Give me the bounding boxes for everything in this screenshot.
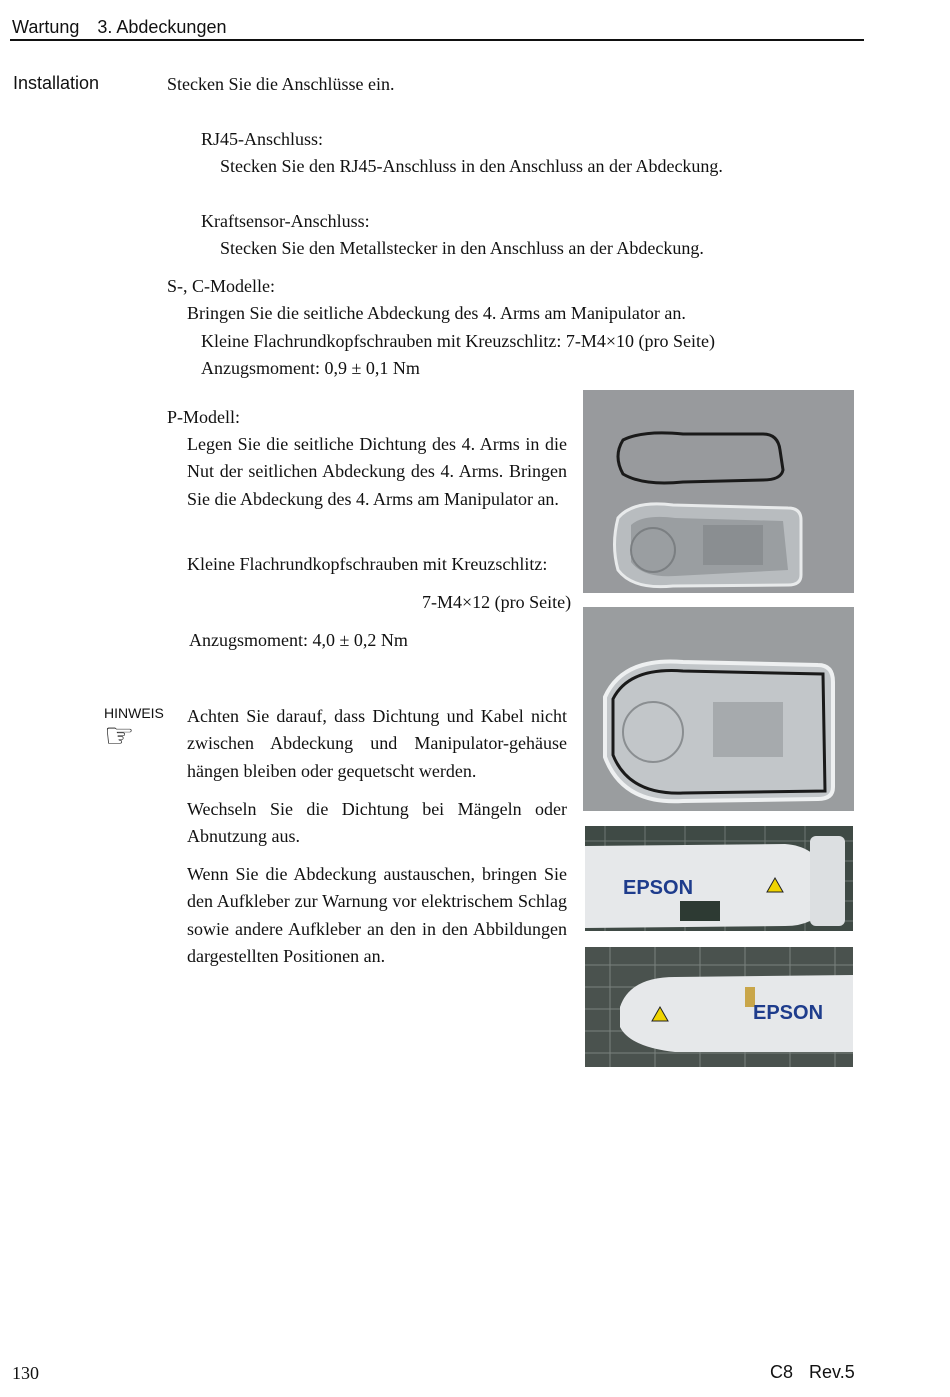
note-p1-text: Achten Sie darauf, dass Dichtung und Kabel nicht zwischen Abdeckung und Manipulator-gehäuse hängen bleiben oder gequetscht werden.: [187, 706, 567, 781]
page-number: 130: [12, 1363, 39, 1383]
photo-brand-label-1: EPSON: [623, 877, 694, 899]
section-label: Installation: [13, 73, 100, 93]
note-paragraph-3: [187, 861, 567, 970]
p-model-step: [187, 431, 567, 513]
note-paragraph-2: [187, 796, 567, 851]
note-paragraph-1: [187, 703, 567, 785]
footer-model: [770, 1362, 855, 1383]
p-model-title: P-Modell:: [167, 407, 241, 427]
header-chapter: Wartung: [12, 17, 80, 37]
sc-models-torque: Anzugsmoment: 0,9 ± 0,1 Nm: [201, 358, 420, 378]
rj45-title: RJ45-Anschluss:: [201, 129, 324, 149]
note-p2-text: Wechseln Sie die Dichtung bei Mängeln oder Abnutzung aus.: [187, 799, 567, 847]
sc-models-screws: Kleine Flachrundkopfschrauben mit Kreuzschlitz: 7-M4×10 (pro Seite): [201, 331, 716, 351]
photo-brand-label-2: EPSON: [753, 1002, 824, 1024]
note-label: HINWEIS: [104, 705, 164, 721]
p-model-screws-value: 7-M4×12 (pro Seite): [422, 592, 572, 612]
p-model-torque: Anzugsmoment: 4,0 ± 0,2 Nm: [189, 630, 408, 650]
footer-revision: Rev.5: [809, 1362, 855, 1382]
photo-arm-view-1: [585, 826, 853, 931]
pointing-hand-icon: ☞: [104, 718, 135, 755]
running-header: [12, 17, 244, 38]
note-p3-text: Wenn Sie die Abdeckung austauschen, bringen Sie den Aufkleber zur Warnung vor elektrischem Schlag sowie andere Aufkleber an den in den Abbildungen dargestellten Positionen an.: [187, 864, 567, 966]
p-model-screws-label: Kleine Flachrundkopfschrauben mit Kreuzschlitz:: [187, 554, 548, 574]
kraftsensor-text: Stecken Sie den Metallstecker in den Anschluss an der Abdeckung.: [220, 238, 704, 258]
intro-text: Stecken Sie die Anschlüsse ein.: [167, 74, 395, 94]
header-section: 3. Abdeckungen: [97, 17, 227, 37]
kraftsensor-title: Kraftsensor-Anschluss:: [201, 211, 370, 231]
sc-models-title: S-, C-Modelle:: [167, 276, 275, 296]
footer-model-name: C8: [770, 1362, 794, 1382]
photo-arm-view-2: [585, 947, 853, 1067]
sc-models-step: Bringen Sie die seitliche Abdeckung des 4. Arms am Manipulator an.: [187, 303, 686, 323]
rj45-text: Stecken Sie den RJ45-Anschluss in den Anschluss an der Abdeckung.: [220, 156, 723, 176]
header-rule: [10, 39, 864, 41]
photo-cover-with-gasket: [583, 607, 854, 811]
photo-gasket-and-cover: [583, 390, 854, 593]
p-model-step-text: Legen Sie die seitliche Dichtung des 4. Arms in die Nut der seitlichen Abdeckung des 4. Arms. Bringen Sie die Abdeckung des 4. Arms am Manipulator an.: [187, 434, 567, 509]
